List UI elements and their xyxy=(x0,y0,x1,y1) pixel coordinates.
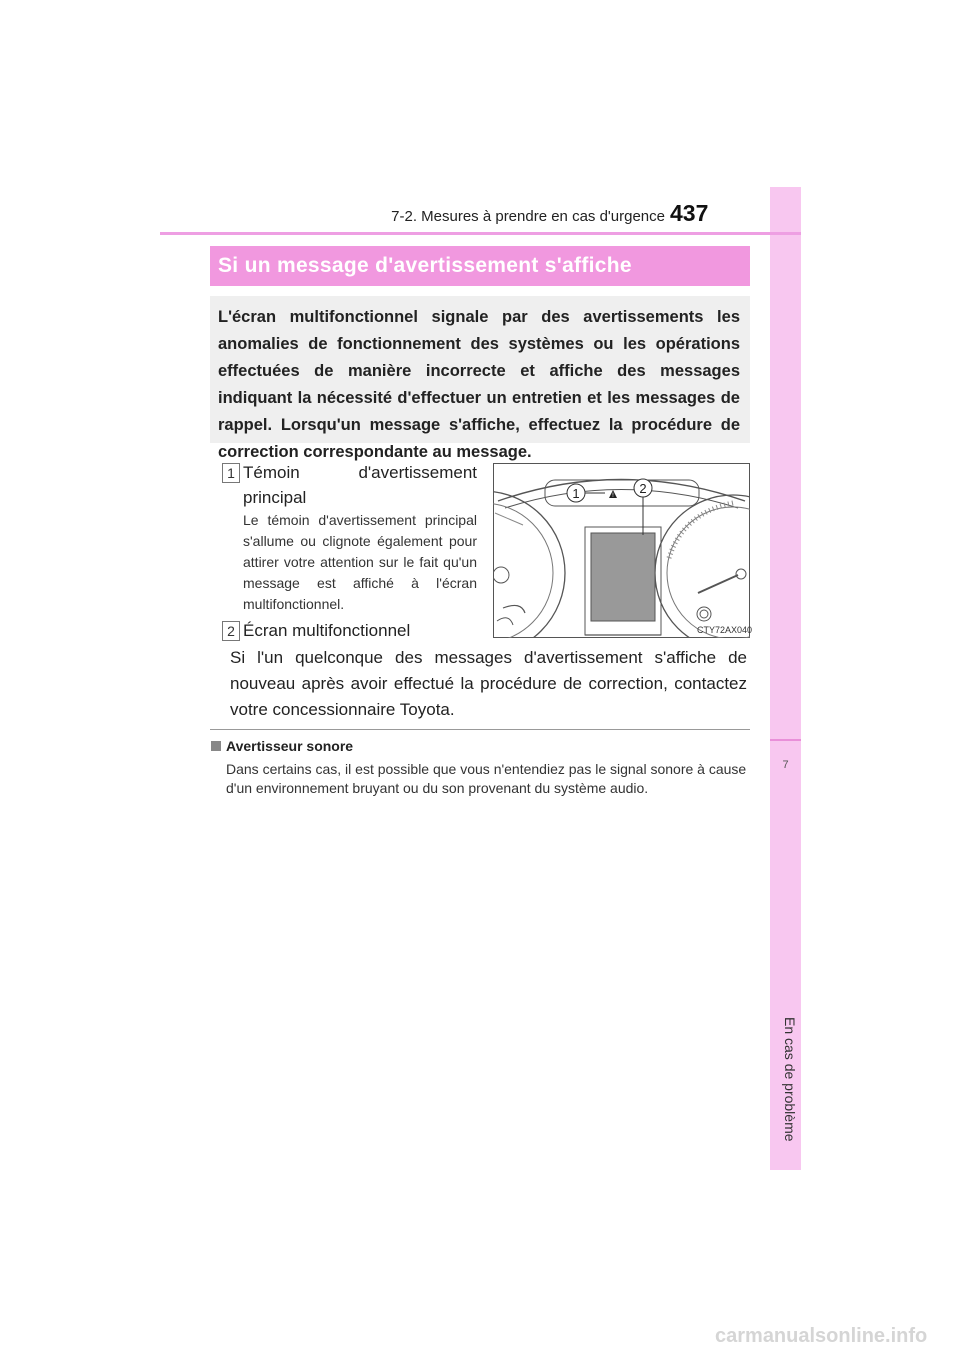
callout-2-label: 2 xyxy=(639,481,647,496)
multi-information-display xyxy=(591,533,655,621)
chapter-side-tab xyxy=(770,187,801,1170)
watermark: carmanualsonline.info xyxy=(715,1325,928,1347)
item-description: Le témoin d'avertissement principal s'allume ou clignote également pour attirer votre attention sur le fait qu'un message est affiché à l'écran multifonctionnel. xyxy=(243,512,477,612)
callout-1-label: 1 xyxy=(572,486,580,501)
section-divider xyxy=(210,729,750,730)
item-title: Témoin d'avertissement principal xyxy=(243,463,477,507)
instrument-cluster-icon xyxy=(493,463,753,638)
instrument-cluster-figure xyxy=(493,463,753,638)
item-number-badge: 1 xyxy=(222,463,240,483)
warning-symbol: ! xyxy=(612,493,614,499)
intro-box: L'écran multifonctionnel signale par des avertissements les anomalies de fonctionnement des systèmes ou les opérations effectuées de manière incorrecte et affiche des messages indiquant la nécessité d'effectuer un entretien et les messages de rappel. Lorsqu'un message s'affiche, effectuez la procédure de correction correspondante au message. xyxy=(210,296,750,443)
note-title: Avertisseur sonore xyxy=(226,738,354,754)
chapter-marker xyxy=(770,739,801,741)
note-bullet-icon xyxy=(211,741,221,751)
chapter-title: En cas de problème xyxy=(782,1017,798,1142)
item-number-badge: 2 xyxy=(222,621,240,641)
page-number: 437 xyxy=(670,200,709,226)
item-title: Écran multifonctionnel xyxy=(243,621,411,640)
section-header: 7-2. Mesures à prendre en cas d'urgence xyxy=(391,208,665,225)
note-text: Dans certains cas, il est possible que vous n'entendiez pas le signal sonore à cause d'un environnement bruyant ou du son provenant du système audio. xyxy=(226,761,747,796)
item-description: Si l'un quelconque des messages d'avertissement s'affiche de nouveau après avoir effectué la procédure de correction, contactez votre concessionnaire Toyota. xyxy=(230,648,747,719)
chapter-number: 7 xyxy=(782,759,789,771)
header-rule xyxy=(160,232,801,235)
figure-caption: CTY72AX040 xyxy=(697,625,753,635)
page-title: Si un message d'avertissement s'affiche xyxy=(210,246,750,286)
